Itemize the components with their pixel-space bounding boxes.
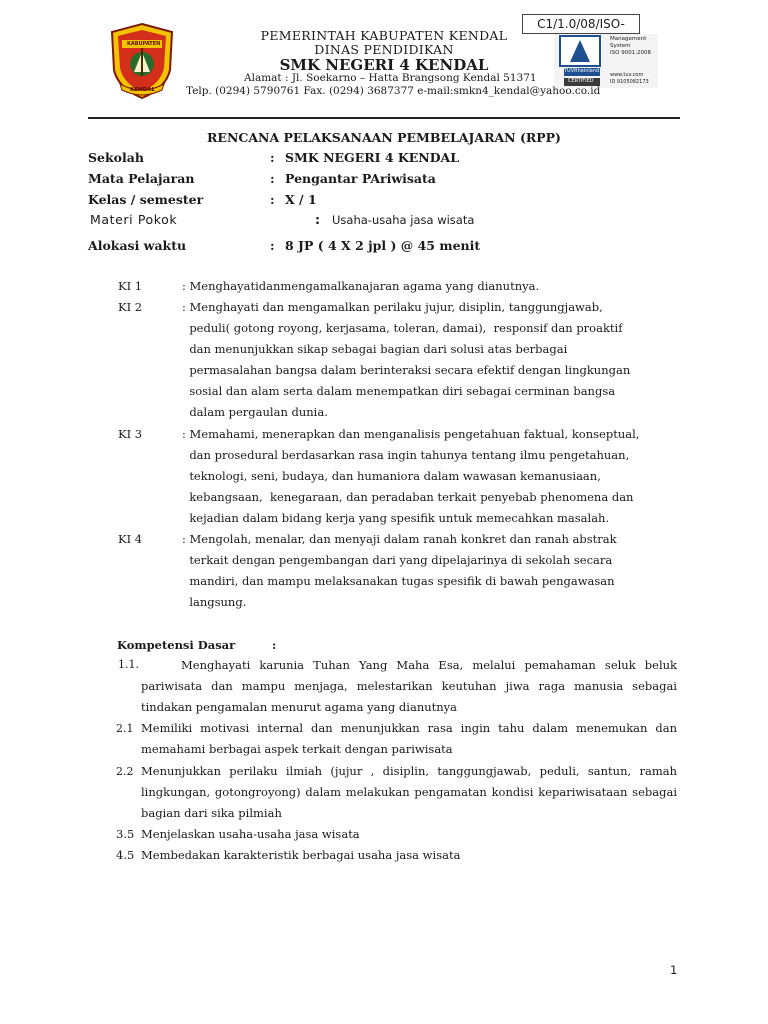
identity-label: Materi Pokok bbox=[90, 212, 178, 227]
cert-web: www.tuv.com bbox=[610, 72, 644, 78]
identity-label: Kelas / semester bbox=[88, 192, 204, 207]
ki-code: KI 2 bbox=[118, 300, 143, 314]
kd-text: Menjelaskan usaha-usaha jasa wisata bbox=[141, 827, 360, 841]
kd-text: Menghayati karunia Tuhan Yang Maha Esa, melalui pemahaman seluk beluk pariwisata dan mampu menjaga, melestarikan keutuhan jiwa raga manusia sebagai tindakan pengamalan menurut agama yang dianutnya bbox=[141, 658, 677, 714]
page-number: 1 bbox=[670, 963, 678, 977]
ki-code: KI 1 bbox=[118, 279, 143, 293]
document-code: C1/1.0/08/ISO- bbox=[522, 14, 640, 34]
ki-text: : Memahami, menerapkan dan menganalisis pengetahuan faktual, konseptual, dan prosedural berdasarkan rasa ingin tahunya tentang ilmu pengetahuan, teknologi, seni, budaya, dan humaniora dalam wawasan kemanusiaan, kebangsaan, kenegaraan, dan peradaban terkait penyebab phenomena dan kejadian dalam bidang kerja yang spesifik untuk memecahkan masalah. bbox=[182, 427, 640, 525]
identity-colon: : bbox=[270, 192, 275, 207]
identity-value: X / 1 bbox=[285, 192, 317, 207]
identity-label: Alokasi waktu bbox=[88, 238, 187, 253]
header-department: DINAS PENDIDIKAN bbox=[314, 42, 454, 57]
document-title: RENCANA PELAKSANAAN PEMBELAJARAN (RPP) bbox=[207, 130, 561, 145]
kd-text: Memiliki motivasi internal dan menunjukkan rasa ingin tahu dalam menemukan dan memahami berbagai aspek terkait dengan pariwisata bbox=[141, 721, 677, 756]
kd-number: 4.5 bbox=[116, 848, 135, 862]
ki-text: : Menghayatidanmengamalkanajaran agama yang dianutnya. bbox=[182, 279, 540, 293]
identity-colon: : bbox=[315, 212, 320, 227]
kd-number: 3.5 bbox=[116, 827, 135, 841]
identity-value: Pengantar PAriwisata bbox=[285, 171, 436, 186]
cert-id: ID 9105082173 bbox=[610, 79, 649, 85]
identity-value: 8 JP ( 4 X 2 jpl ) @ 45 menit bbox=[285, 238, 481, 253]
kd-number: 2.1 bbox=[116, 722, 134, 735]
kd-text: Membedakan karakteristik berbagai usaha jasa wisata bbox=[141, 848, 461, 862]
logo-top-text: KABUPATEN bbox=[127, 41, 161, 47]
cert-iso: ISO 9001:2008 bbox=[610, 50, 652, 56]
kd-heading: Kompetensi Dasar bbox=[117, 638, 236, 652]
identity-colon: : bbox=[270, 171, 275, 186]
certified-label: CERTIFIED bbox=[568, 78, 594, 84]
kd-text: Menunjukkan perilaku ilmiah (jujur , disiplin, tanggungjawab, peduli, santun, ramah lingkungan, gotongroyong) dalam melakukan pengamatan kondisi kepariwisataan sebagai bagian dari sika pilmiah bbox=[141, 764, 677, 820]
ki-code: KI 3 bbox=[118, 427, 143, 441]
identity-colon: : bbox=[270, 150, 275, 165]
header-divider bbox=[88, 117, 680, 119]
logo-bottom-text: KENDAL bbox=[130, 87, 155, 93]
identity-value: Usaha-usaha jasa wisata bbox=[332, 213, 475, 227]
header-address: Alamat : Jl. Soekarno – Hatta Brangsong Kendal 51371 bbox=[244, 72, 537, 84]
ki-text: : Mengolah, menalar, dan menyaji dalam ranah konkret dan ranah abstrak terkait dengan pengembangan dari yang dipelajarinya di sekolah secara mandiri, dan mampu melaksanakan tugas spesifik di bawah pengawasan langsung. bbox=[182, 532, 617, 609]
identity-colon: : bbox=[270, 238, 275, 253]
identity-label: Sekolah bbox=[88, 150, 144, 165]
ki-code: KI 4 bbox=[118, 532, 143, 546]
cert-system: System bbox=[610, 43, 631, 49]
header-government: PEMERINTAH KABUPATEN KENDAL bbox=[260, 28, 508, 43]
tuv-brand: TÜVRheinland bbox=[564, 68, 600, 74]
header-school-name: SMK NEGERI 4 KENDAL bbox=[279, 56, 489, 74]
cert-management: Management bbox=[610, 36, 647, 42]
identity-label: Mata Pelajaran bbox=[88, 171, 195, 186]
kd-colon: : bbox=[272, 638, 277, 652]
header-contact: Telp. (0294) 5790761 Fax. (0294) 3687377 e-mail:smkn4_kendal@yahoo.co.id bbox=[186, 85, 601, 97]
ki-text: : Menghayati dan mengamalkan perilaku jujur, disiplin, tanggungjawab, peduli( gotong royong, kerjasama, toleran, damai), responsif dan proaktif dan menunjukkan sikap sebagai bagian dari solusi atas berbagai permasalahan bangsa dalam berinteraksi secara efektif dengan lingkungan sosial dan alam serta dalam menempatkan diri sebagai cerminan bangsa dalam pergaulan dunia. bbox=[182, 300, 631, 419]
kd-number: 2.2 bbox=[116, 765, 134, 778]
identity-value: SMK NEGERI 4 KENDAL bbox=[285, 150, 460, 165]
kd-number: 1.1. bbox=[118, 658, 139, 671]
